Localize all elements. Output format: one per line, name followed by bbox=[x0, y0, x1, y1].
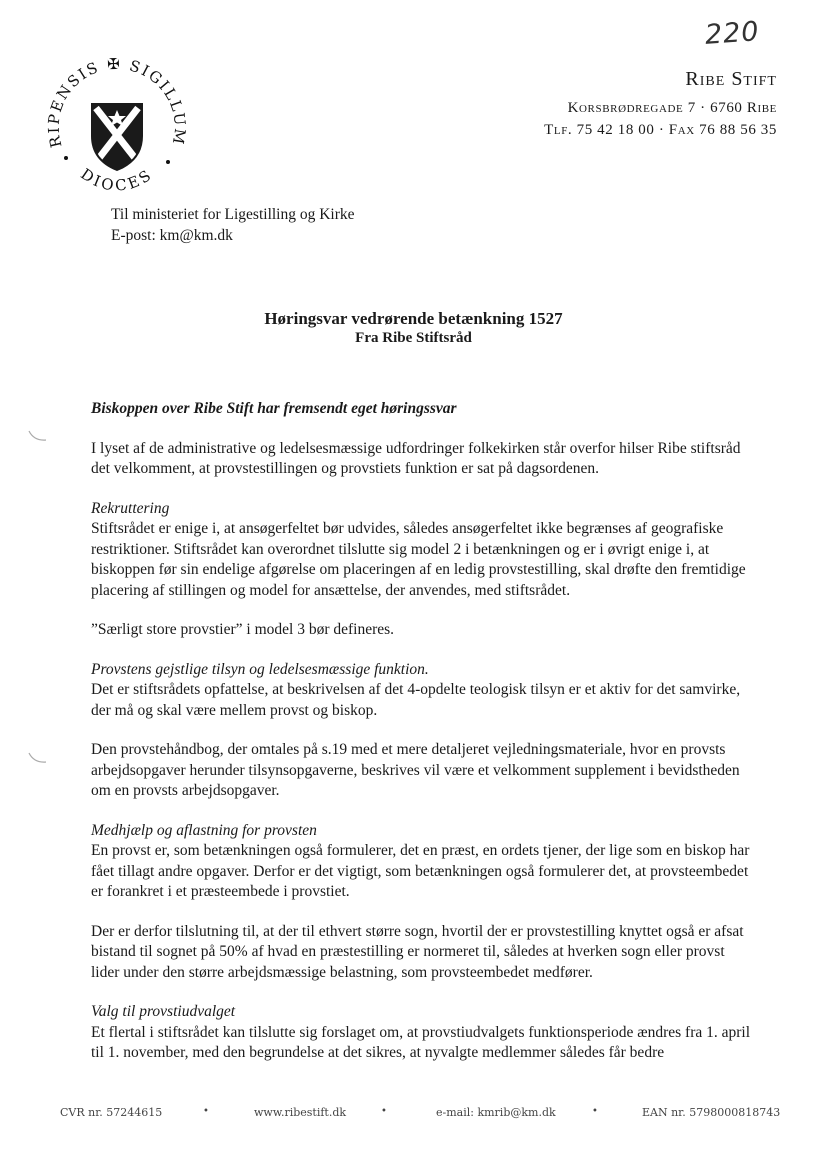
section-heading-rekruttering: Rekruttering bbox=[91, 499, 170, 517]
seal-bottom-text: DIOCES bbox=[77, 164, 157, 195]
footer-separator: • bbox=[592, 1106, 598, 1117]
letterhead-phone-fax: Tlf. 75 42 18 00 · Fax 76 88 56 35 bbox=[544, 122, 777, 138]
bishop-note: Biskoppen over Ribe Stift har fremsendt eget høringssvar bbox=[91, 400, 457, 417]
section-heading-valg: Valg til provstiudvalget bbox=[91, 1003, 236, 1020]
section-paragraph: Den provstehåndbog, der omtales på s.19 med et mere detaljeret vejledningsmateriale, hvor en provsts arbejdsopgaver herunder tilsynsopgaverne, beskrives vil være et velkomment supplement i bevidstheden om en provsts arbejdsopgaver. bbox=[91, 741, 740, 799]
section-paragraph: Det er stiftsrådets opfattelse, at beskrivelsen af det 4-opdelte teologisk tilsyn er et aktiv for det samvirke, der må og skal være mellem provst og biskop. bbox=[91, 681, 741, 719]
recipient-line-1: Til ministeriet for Ligestilling og Kirke bbox=[111, 206, 355, 223]
seal-top-text: RIPENSIS ✠ SIGILLUM bbox=[44, 58, 190, 150]
document-subtitle: Fra Ribe Stiftsråd bbox=[355, 330, 472, 346]
intro-paragraph: I lyset af de administrative og ledelsesmæssige udfordringer folkekirken står overfor hilser Ribe stiftsråd det velkomment, at provstestillingen og provstiets funktion er sat på dagsordenen. bbox=[91, 439, 741, 477]
footer-ean: EAN nr. 5798000818743 bbox=[642, 1106, 781, 1119]
section-paragraph: ”Særligt store provstier” i model 3 bør defineres. bbox=[91, 621, 395, 638]
letterhead-address: Korsbrødregade 7 · 6760 Ribe bbox=[567, 100, 777, 116]
letter-body bbox=[91, 399, 751, 1064]
recipient-email: E-post: km@km.dk bbox=[111, 227, 233, 244]
punch-hole-mark bbox=[26, 750, 52, 766]
footer-separator: • bbox=[203, 1106, 209, 1117]
footer-email: e-mail: kmrib@km.dk bbox=[436, 1106, 556, 1119]
section-paragraph: Der er derfor tilslutning til, at der til ethvert større sogn, hvortil der er provstestilling knyttet også er afsat bistand til sognet på 50% af hvad en præstestilling er normeret til, således at hverken sogn eller provst lider under den større arbejdsmæssige belastning, som provsteembedet medfører. bbox=[91, 922, 744, 981]
section-paragraph: En provst er, som betænkningen også formulerer, det en præst, en ordets tjener, der lige som en biskop har fået tillagt andre opgaver. Derfor er det vigtigt, som betænkningen også formulerer det, at provsteembedet er forankret i et præsteembede i provstiet. bbox=[91, 842, 750, 900]
page-number: 220 bbox=[703, 16, 761, 51]
section-heading-tilsyn: Provstens gejstlige tilsyn og ledelsesmæssige funktion. bbox=[91, 660, 429, 678]
recipient-block bbox=[111, 204, 355, 246]
diocese-seal-logo bbox=[42, 58, 192, 208]
footer-web: www.ribestift.dk bbox=[254, 1106, 347, 1119]
letterhead-org: Ribe Stift bbox=[685, 68, 777, 90]
letterhead bbox=[544, 68, 777, 141]
section-paragraph: Et flertal i stiftsrådet kan tilslutte sig forslaget om, at provstiudvalgets funktionsperiode ændres fra 1. april til 1. november, med den begrundelse at det sikres, at nyvalgte medlemmer således får bedre bbox=[91, 1023, 751, 1061]
document-title-block bbox=[0, 309, 827, 347]
document-title: Høringsvar vedrørende betænkning 1527 bbox=[264, 309, 563, 328]
punch-hole-mark bbox=[26, 428, 52, 444]
section-paragraph: Stiftsrådet er enige i, at ansøgerfeltet bør udvides, således ansøgerfeltet ikke begrænses af geografiske restriktioner. Stiftsrådet kan overordnet tilslutte sig model 2 i betænkningen og er i øvrigt enige i, at biskoppen før sin endelige afgørelse om placeringen af en ledig provstestilling, skal drøfte den fremtidige placering af stillingen og model for ansættelse, der anvendes, med stiftsrådet. bbox=[91, 520, 746, 599]
footer-cvr: CVR nr. 57244615 bbox=[60, 1106, 163, 1119]
footer-separator: • bbox=[381, 1106, 387, 1117]
section-heading-medhjaelp: Medhjælp og aflastning for provsten bbox=[91, 821, 317, 839]
